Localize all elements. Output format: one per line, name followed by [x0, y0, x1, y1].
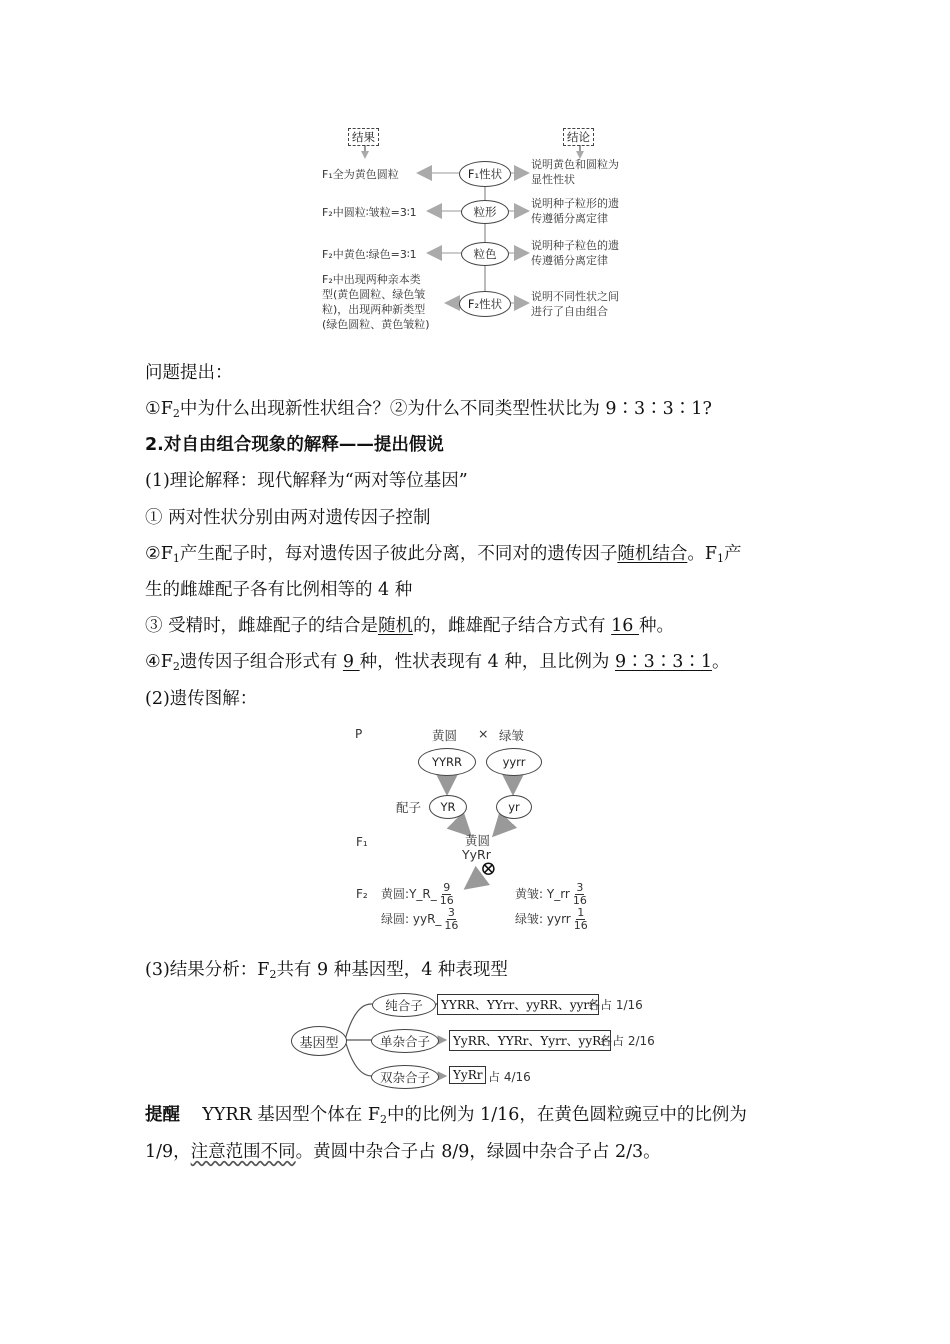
double-heterozygote-node: 双杂合子 [371, 1065, 439, 1089]
f2-green-wrinkled: 绿皱: yyrr $\frac{1}{16}$ [515, 906, 588, 932]
parent1-genotype: YYRR [418, 748, 476, 776]
question-text: $①F_2$中为什么出现新性状组合？②为什么不同类型性状比为 9∶3∶3∶1? [145, 399, 712, 420]
single-heterozygote-node: 单杂合子 [371, 1029, 439, 1053]
homozygote-node: 纯合子 [372, 993, 436, 1017]
f2-yellow-wrinkled: 黄皱: Y_rr $\frac{3}{16}$ [515, 881, 587, 907]
parent2-genotype: yyrr [486, 748, 542, 776]
f1-label: F₁ [356, 835, 368, 849]
homozygote-share: 各占 1/16 [588, 998, 643, 1012]
conclusion-4: 说明不同性状之间 进行了自由组合 [531, 290, 619, 318]
f1-genotype: YyRr [462, 847, 491, 862]
tip-line-1: 提醒 YYRR 基因型个体在 $F_2$中的比例为 1/16，在黄色圆粒豌豆中的比例为 [145, 1105, 747, 1126]
homozygote-genotypes: YYRR、YYrr、yyRR、yyrr [437, 994, 599, 1015]
point-4: $④F_2$遗传因子组合形式有 9 种，性状表现有 4 种，且比例为 9∶3∶3∶1。 [145, 652, 730, 673]
point-1: ① 两对性状分别由两对遗传因子控制 [145, 508, 431, 528]
section-2-title: 2.对自由组合现象的解释——提出假说 [145, 435, 444, 455]
gamete-yr-dominant: YR [429, 795, 467, 819]
conclusion-3: 说明种子粒色的遗 传遵循分离定律 [531, 239, 619, 267]
f1-phenotype: 黄圆 [465, 833, 491, 848]
double-heterozygote-share: 占 4/16 [488, 1070, 531, 1084]
subsection-3-heading: (3)结果分析：$F_2$共有 9 种基因型，4 种表现型 [145, 960, 508, 981]
genotype-root: 基因型 [291, 1026, 347, 1056]
conclusion-1: 说明黄色和圆粒为 显性性状 [531, 158, 619, 186]
result-1: F₁全为黄色圆粒 [322, 168, 399, 181]
question-label: 问题提出： [145, 363, 233, 383]
f2-green-round: 绿圆: yyR_ $\frac{3}{16}$ [381, 906, 459, 932]
single-heterozygote-share: 各占 2/16 [600, 1034, 655, 1048]
parent2-phenotype: 绿皱 [499, 728, 525, 743]
subsection-2-heading: (2)遗传图解： [145, 689, 258, 709]
node-f1-traits: F₁性状 [459, 161, 511, 187]
result-3: F₂中黄色∶绿色=3∶1 [322, 248, 417, 261]
tip-line-2: 1/9，注意范围不同。黄圆中杂合子占 8/9，绿圆中杂合子占 2/3。 [145, 1142, 661, 1162]
f2-label: F₂ [356, 887, 368, 901]
results-header: 结果 [348, 128, 379, 146]
result-2: F₂中圆粒∶皱粒=3∶1 [322, 206, 417, 219]
gamete-label: 配子 [396, 800, 422, 815]
node-seed-color: 粒色 [461, 242, 509, 266]
cross-sign: × [478, 726, 489, 741]
gamete-yr-recessive: yr [496, 795, 532, 819]
f2-yellow-round: 黄圆:Y_R_ $\frac{9}{16}$ [381, 881, 454, 907]
node-seed-shape: 粒形 [461, 200, 509, 224]
point-2-line-2: 生的雌雄配子各有比例相等的 4 种 [145, 580, 413, 600]
double-heterozygote-genotypes: YyRr [449, 1066, 486, 1084]
parent1-phenotype: 黄圆 [432, 728, 458, 743]
selfing-symbol: ⊗ [480, 856, 497, 880]
tip-label: 提醒 [145, 1105, 180, 1125]
single-heterozygote-genotypes: YyRR、YYRr、Yyrr、yyRr [449, 1030, 611, 1051]
point-3: ③ 受精时，雌雄配子的结合是随机的，雌雄配子结合方式有 16 种。 [145, 616, 674, 636]
p-label: P [355, 727, 363, 741]
result-4: F₂中出现两种亲本类 型(黄色圆粒、绿色皱 粒)，出现两种新类型 (绿色圆粒、黄色皱粒) [322, 273, 430, 331]
point-2-line-1: $②F_1$产生配子时，每对遗传因子彼此分离，不同对的遗传因子随机结合。$F_1$产 [145, 544, 742, 565]
node-f2-traits: F₂性状 [459, 291, 511, 317]
conclusions-header: 结论 [563, 128, 594, 146]
subsection-1-heading: (1)理论解释：现代解释为“两对等位基因” [145, 471, 468, 491]
conclusion-2: 说明种子粒形的遗 传遵循分离定律 [531, 197, 619, 225]
